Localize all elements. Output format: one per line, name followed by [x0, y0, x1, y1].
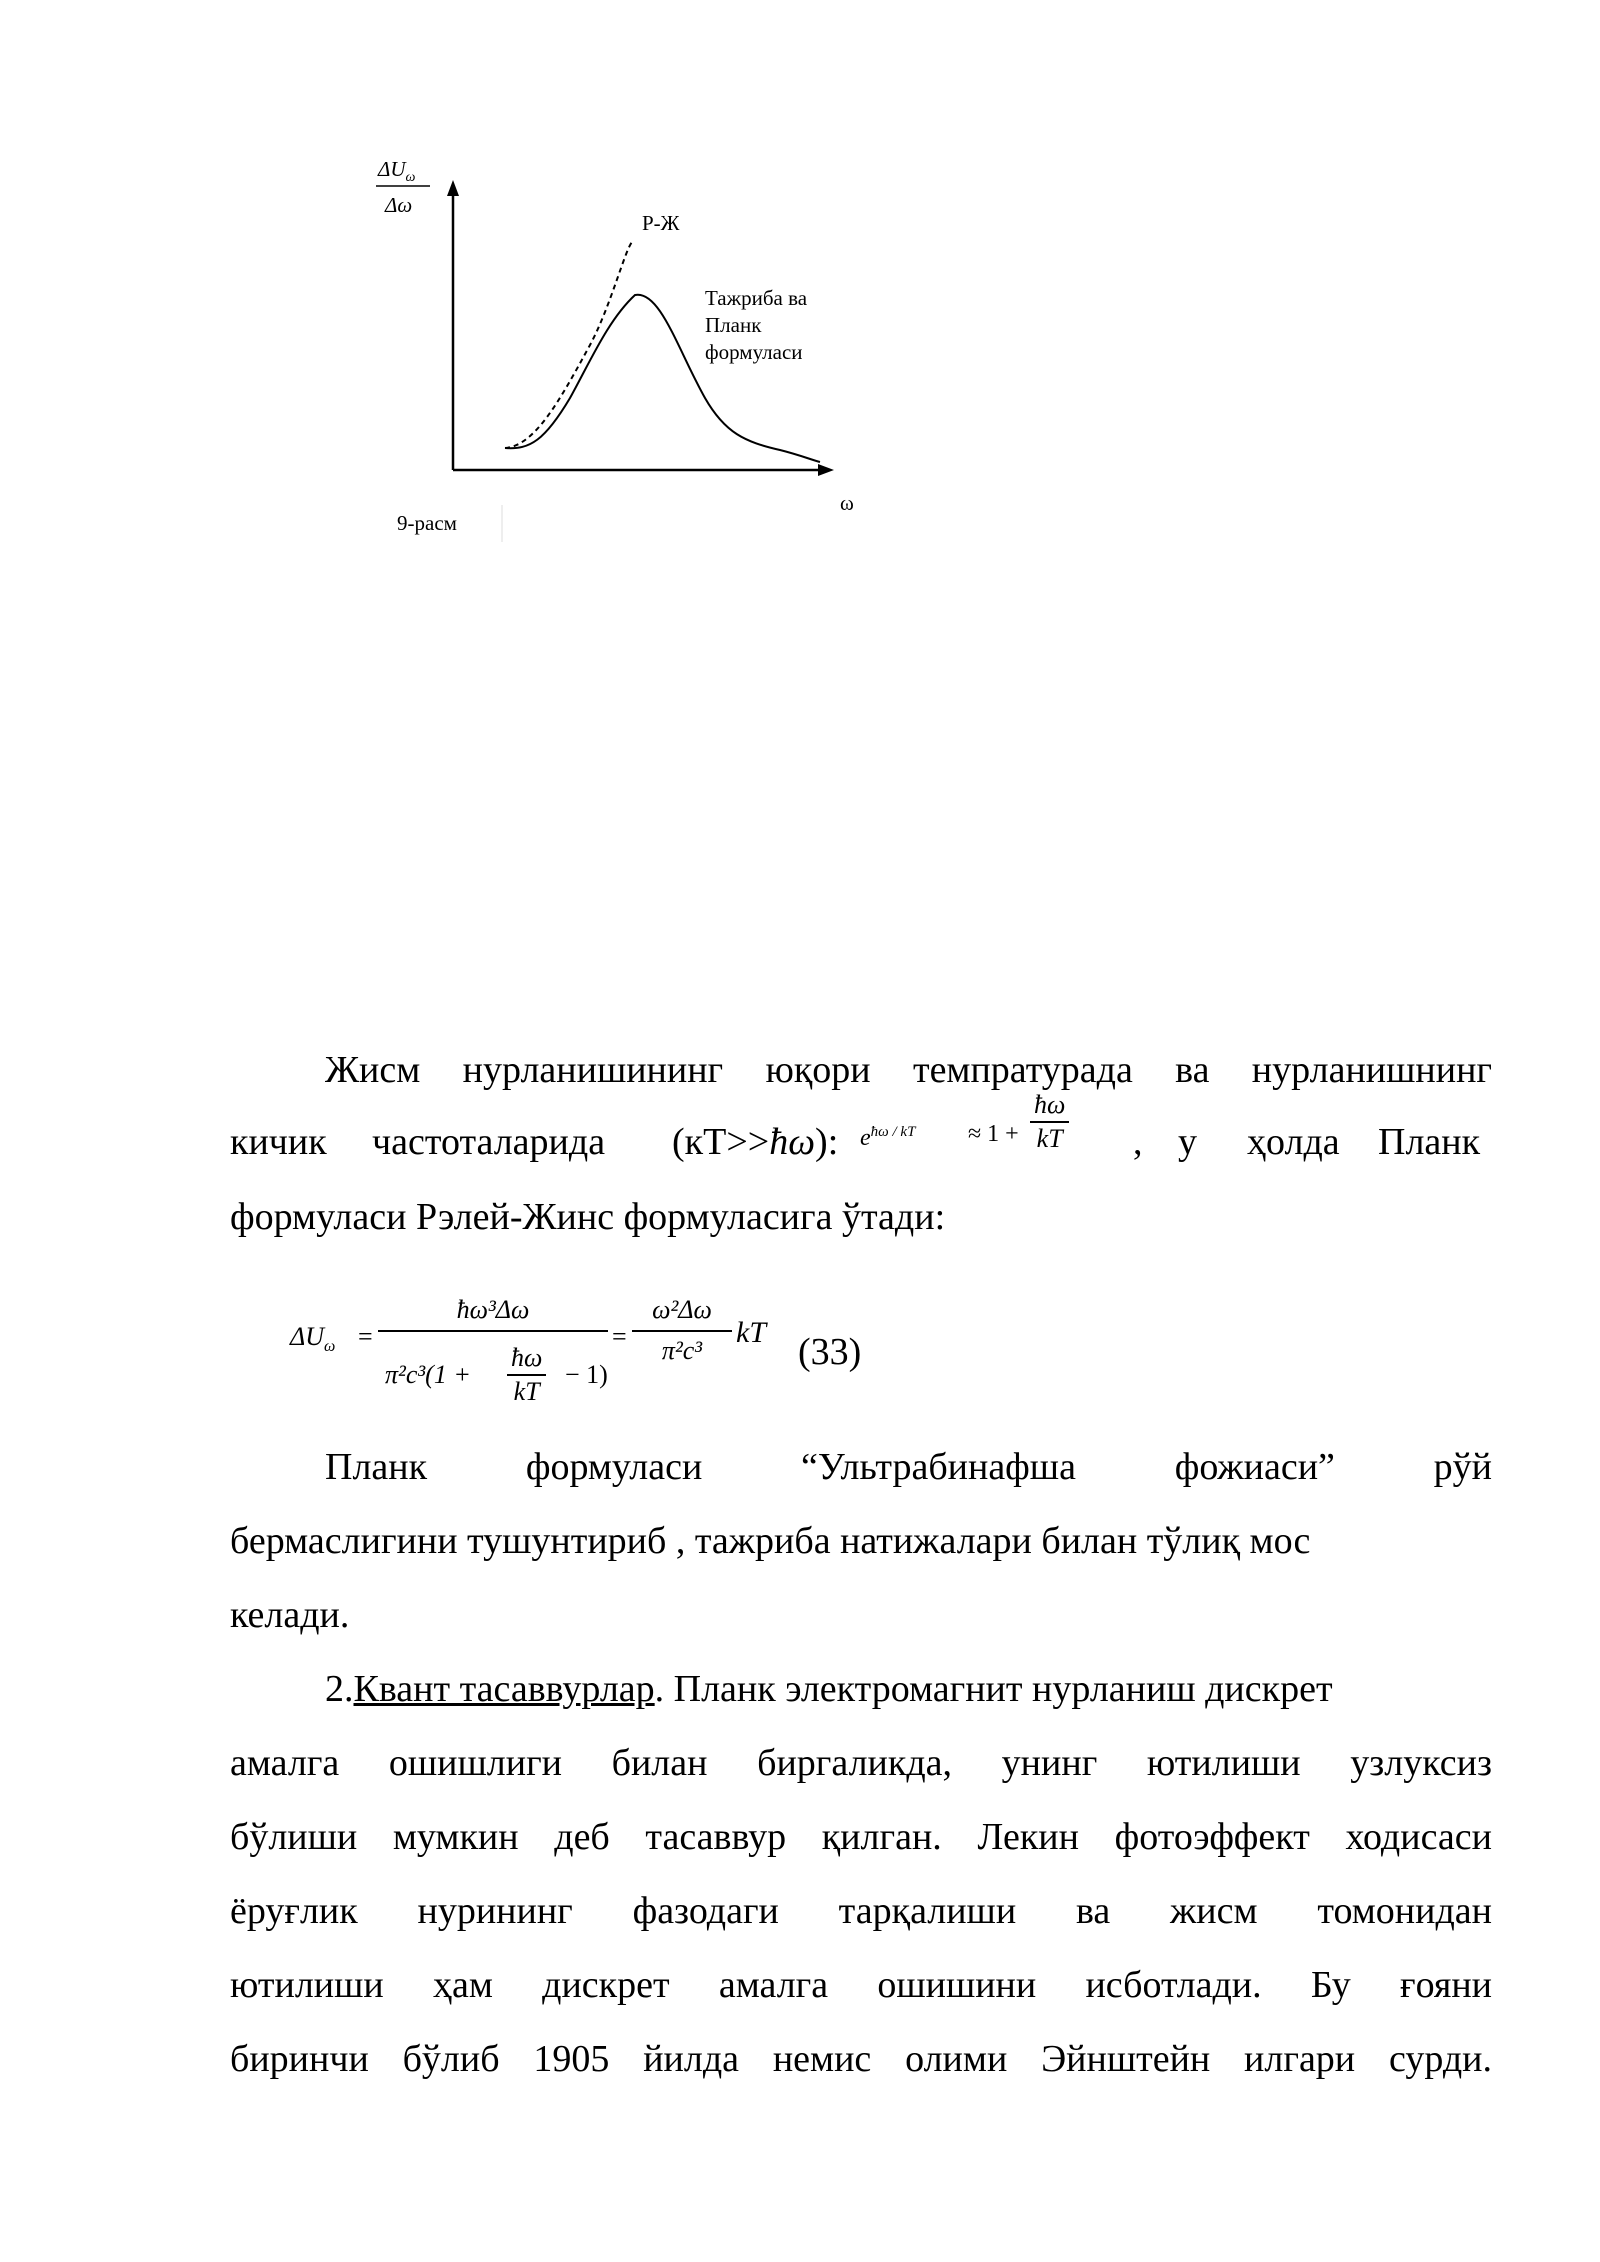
condition: (кТ>>ħω): — [672, 1121, 839, 1163]
equation-33 — [290, 1290, 1290, 1440]
y-axis-label-denominator: Δω — [385, 193, 413, 217]
y-axis-label-numerator: $\Delta U_\omega$ — [378, 157, 416, 185]
comma: , — [1133, 1121, 1143, 1163]
word-kichik: кичик — [230, 1121, 327, 1163]
word-plank: Планк — [1378, 1121, 1481, 1163]
paragraph-2-line-1: Планк формуласи “Ультрабинафша фожиаси” рўй — [325, 1446, 1492, 1488]
eq-equals-2: = — [612, 1322, 627, 1351]
paragraph-1-line-3: формуласи Рэлей-Жинс формуласига ўтади: — [230, 1196, 946, 1238]
eq-denominator-2: π²c³ — [661, 1336, 703, 1365]
figure-caption: 9-расм — [397, 511, 457, 535]
experiment-label-line2: Планк — [705, 313, 762, 337]
spectrum-figure — [360, 150, 880, 550]
experiment-label-line1: Тажриба ва — [705, 286, 808, 310]
section-heading: Квант тасаввурлар — [353, 1668, 655, 1710]
planck-curve — [505, 295, 820, 462]
paragraph-2-line-3: келади. — [230, 1594, 350, 1636]
approx-fraction: ħω kT — [1030, 1089, 1069, 1155]
eq-tail: kT — [736, 1316, 766, 1349]
rayleigh-jeans-curve — [505, 242, 632, 448]
eq-numerator-2: ω²Δω — [632, 1290, 732, 1332]
x-axis-label: ω — [840, 491, 854, 515]
approx-symbol: ≈ 1 + — [968, 1121, 1019, 1147]
paragraph-3-line-3: бўлиши мумкин деб тасаввур қилган. Лекин фотоэффект ходисаси — [230, 1816, 1492, 1858]
equation-number: (33) — [798, 1331, 862, 1373]
paragraph-3-line-2: амалга ошишлиги билан биргаликда, унинг ютилиши узлуксиз — [230, 1742, 1492, 1784]
eq-denominator-1: π²c³(1 + ħω kT − 1) — [385, 1343, 608, 1406]
word-chastotalarida: частоталарида — [372, 1121, 606, 1163]
paragraph-2-line-2: бермаслигини тушунтириб , тажриба натижалари билан тўлиқ мос — [230, 1520, 1311, 1562]
eq-equals-1: = — [358, 1322, 373, 1351]
x-axis-arrow — [818, 464, 834, 476]
paragraph-1-line-2 — [230, 1090, 1492, 1185]
approx-exponential: $e^{ħ\omega / kT}$ — [860, 1124, 916, 1151]
paragraph-3-line-4: ёруғлик нурининг фазодаги тарқалиши ва жисм томонидан — [230, 1890, 1492, 1932]
word-holda: ҳолда — [1247, 1121, 1340, 1163]
rj-label: Р-Ж — [642, 211, 680, 235]
word-u: у — [1178, 1121, 1197, 1163]
paragraph-1-line-1: Жисм нурланишининг юқори темпратурада ва нурланишнинг — [325, 1049, 1492, 1091]
eq-lhs: $\Delta U_\omega$ — [290, 1322, 336, 1356]
paragraph-3-line-1: 2.Квант тасаввурлар. Планк электромагнит нурланиш дискрет — [325, 1668, 1333, 1710]
paragraph-3-line-5: ютилиши ҳам дискрет амалга ошишини исботлади. Бу ғояни — [230, 1964, 1492, 2006]
paragraph-3-line-6: биринчи бўлиб 1905 йилда немис олими Эйнштейн илгари сурди. — [230, 2038, 1492, 2080]
eq-numerator-1: ħω³Δω — [378, 1290, 608, 1332]
y-axis-arrow — [447, 180, 459, 196]
experiment-label-line3: формуласи — [705, 340, 803, 364]
eq-inner-fraction: ħω kT — [507, 1342, 546, 1408]
